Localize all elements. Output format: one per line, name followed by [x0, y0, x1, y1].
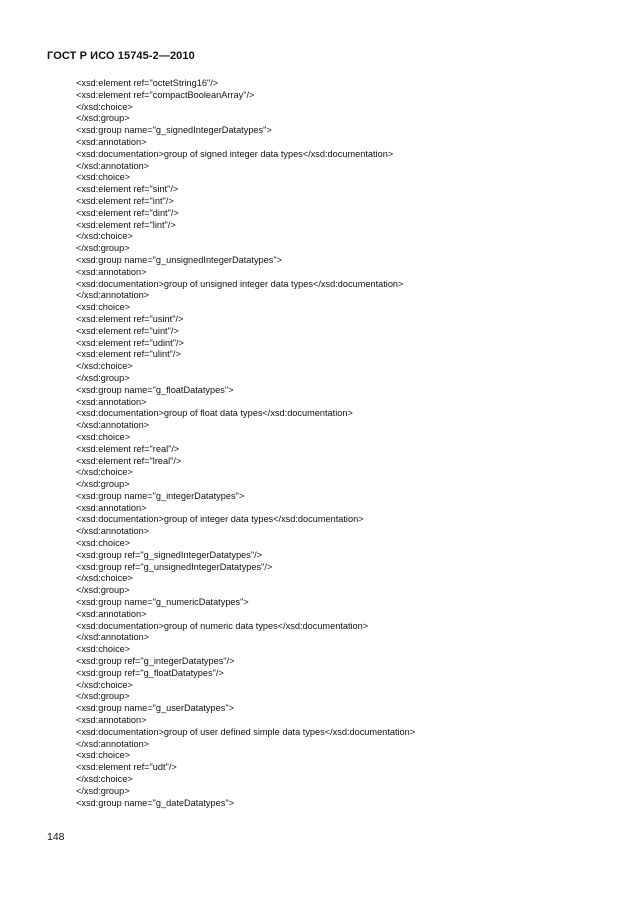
code-line: <xsd:element ref="lreal"/>	[76, 455, 182, 466]
code-line: <xsd:group name="g_integerDatatypes">	[76, 490, 245, 501]
code-line: </xsd:group>	[76, 479, 130, 490]
code-line: <xsd:element ref="compactBooleanArray"/>	[76, 89, 255, 100]
code-line: </xsd:annotation>	[76, 290, 150, 301]
code-line: <xsd:annotation>	[76, 608, 147, 619]
code-line: </xsd:annotation>	[76, 738, 150, 749]
code-line: <xsd:element ref="udint"/>	[76, 337, 184, 348]
code-line: <xsd:choice>	[76, 538, 131, 549]
code-line: <xsd:documentation>group of float data types</xsd:documentation>	[76, 408, 353, 419]
code-line: </xsd:annotation>	[76, 632, 150, 643]
code-line: <xsd:documentation>group of signed integer data types</xsd:documentation>	[76, 148, 394, 159]
code-line: </xsd:choice>	[76, 361, 133, 372]
code-line: </xsd:group>	[76, 785, 130, 796]
xsd-code-listing	[76, 78, 596, 809]
code-line: <xsd:element ref="int"/>	[76, 195, 174, 206]
code-line: <xsd:choice>	[76, 431, 131, 442]
code-line: <xsd:documentation>group of user defined simple data types</xsd:documentation>	[76, 726, 416, 737]
code-line: </xsd:choice>	[76, 774, 133, 785]
code-line: </xsd:annotation>	[76, 420, 150, 431]
code-line: <xsd:element ref="real"/>	[76, 443, 180, 454]
code-line: <xsd:group ref="g_unsignedIntegerDatatypes"/>	[76, 561, 273, 572]
code-line: </xsd:choice>	[76, 231, 133, 242]
code-line: </xsd:choice>	[76, 679, 133, 690]
code-line: </xsd:annotation>	[76, 160, 150, 171]
code-line: <xsd:documentation>group of numeric data types</xsd:documentation>	[76, 620, 369, 631]
page-header-standard-id: ГОСТ Р ИСО 15745-2—2010	[47, 50, 195, 62]
code-line: </xsd:annotation>	[76, 526, 150, 537]
code-line: <xsd:group name="g_numericDatatypes">	[76, 597, 249, 608]
page-number: 148	[47, 831, 65, 843]
code-line: <xsd:annotation>	[76, 502, 147, 513]
code-line: <xsd:annotation>	[76, 396, 147, 407]
code-line: </xsd:choice>	[76, 573, 133, 584]
code-line: <xsd:element ref="sint"/>	[76, 184, 179, 195]
code-line: </xsd:group>	[76, 585, 130, 596]
code-line: <xsd:group name="g_userDatatypes">	[76, 703, 234, 714]
code-line: <xsd:element ref="ulint"/>	[76, 349, 181, 360]
code-line: <xsd:group name="g_signedIntegerDatatypes">	[76, 125, 272, 136]
code-line: </xsd:choice>	[76, 467, 133, 478]
code-line: <xsd:element ref="lint"/>	[76, 219, 176, 230]
code-line: <xsd:group ref="g_integerDatatypes"/>	[76, 656, 235, 667]
code-line: <xsd:element ref="dint"/>	[76, 207, 179, 218]
code-line: <xsd:annotation>	[76, 136, 147, 147]
code-line: <xsd:choice>	[76, 172, 131, 183]
code-line: <xsd:annotation>	[76, 266, 147, 277]
code-line: <xsd:documentation>group of integer data types</xsd:documentation>	[76, 514, 364, 525]
code-line: <xsd:element ref="usint"/>	[76, 313, 184, 324]
code-line: <xsd:element ref="octetString16"/>	[76, 78, 219, 88]
code-line: </xsd:choice>	[76, 101, 133, 112]
code-line: <xsd:choice>	[76, 750, 131, 761]
code-line: <xsd:group name="g_unsignedIntegerDatatypes">	[76, 254, 282, 265]
code-line: <xsd:element ref="uint"/>	[76, 325, 179, 336]
code-line: <xsd:documentation>group of unsigned integer data types</xsd:documentation>	[76, 278, 404, 289]
code-line: <xsd:group ref="g_signedIntegerDatatypes"/>	[76, 549, 263, 560]
code-line: </xsd:group>	[76, 691, 130, 702]
code-line: </xsd:group>	[76, 243, 130, 254]
code-line: <xsd:choice>	[76, 644, 131, 655]
code-line: <xsd:group name="g_floatDatatypes">	[76, 384, 234, 395]
code-line: <xsd:annotation>	[76, 715, 147, 726]
code-line: <xsd:element ref="udt"/>	[76, 762, 177, 773]
code-line: </xsd:group>	[76, 372, 130, 383]
code-line: </xsd:group>	[76, 113, 130, 124]
code-line: <xsd:group ref="g_floatDatatypes"/>	[76, 667, 224, 678]
code-line: <xsd:choice>	[76, 302, 131, 313]
code-line: <xsd:group name="g_dateDatatypes">	[76, 797, 234, 808]
